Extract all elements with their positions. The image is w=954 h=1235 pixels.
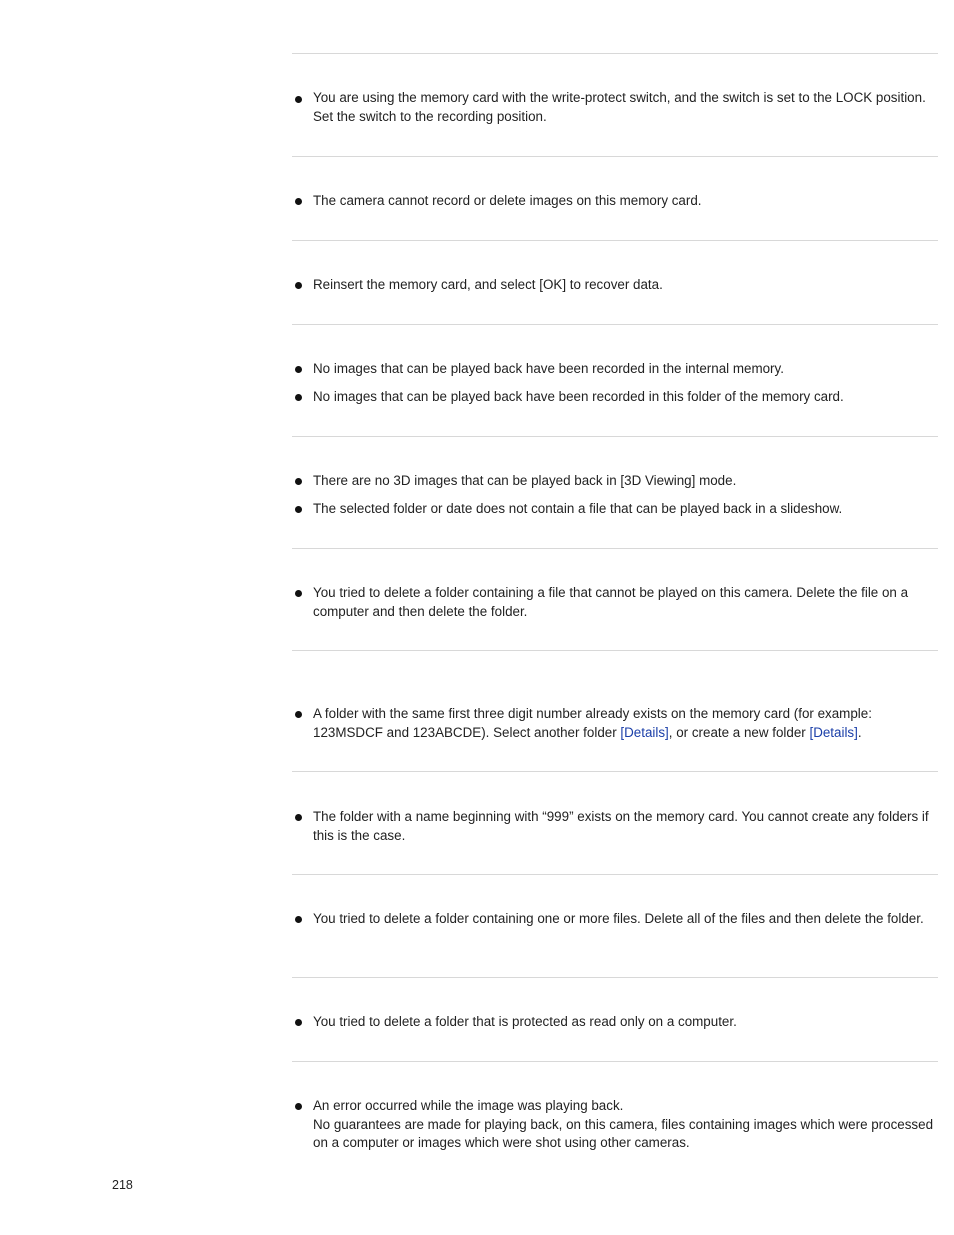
bullet-icon [295, 478, 302, 485]
section-divider [292, 771, 938, 772]
bullet-icon [295, 1019, 302, 1026]
bullet-icon [295, 1103, 302, 1110]
bullet-icon [295, 916, 302, 923]
bullet-icon [295, 814, 302, 821]
bullet-icon [295, 282, 302, 289]
list-item: The selected folder or date does not contain a file that can be played back in a slideshow. [313, 501, 843, 516]
list-item [313, 1097, 938, 1153]
list-item-text: No guarantees are made for playing back, on this camera, files containing images which were processed on a computer or images which were shot using other cameras. [313, 1116, 934, 1150]
bullet-icon [295, 506, 302, 513]
list-item-text: An error occurred while the image was playing back. [313, 1098, 624, 1113]
bullet-icon [295, 366, 302, 373]
list-item: No images that can be played back have been recorded in this folder of the memory card. [313, 389, 844, 404]
details-link[interactable]: [Details] [809, 724, 858, 740]
section-divider [292, 53, 938, 54]
list-item: You tried to delete a folder that is protected as read only on a computer. [313, 1014, 737, 1029]
list-item: There are no 3D images that can be played back in [3D Viewing] mode. [313, 473, 737, 488]
list-item: You tried to delete a folder containing a file that cannot be played on this camera. Delete the file on a computer and then delete the folder. [313, 585, 909, 619]
section-divider [292, 1061, 938, 1062]
list-item-text: , or create a new folder [668, 724, 810, 740]
list-item: You tried to delete a folder containing one or more files. Delete all of the files and then delete the folder. [313, 911, 924, 926]
section-divider [292, 240, 938, 241]
section-divider [292, 324, 938, 325]
bullet-icon [295, 590, 302, 597]
section-divider [292, 548, 938, 549]
section-divider [292, 650, 938, 651]
details-link[interactable]: [Details] [620, 724, 669, 740]
list-item: The camera cannot record or delete images on this memory card. [313, 193, 702, 208]
list-item-text: A folder with the same first three digit number already exists on the memory card (for example: 123MSDCF and 123ABCDE). Select another folder [313, 706, 872, 740]
bullet-icon [295, 394, 302, 401]
section-divider [292, 977, 938, 978]
section-divider [292, 436, 938, 437]
list-item [313, 705, 938, 742]
bullet-icon [295, 711, 302, 718]
list-item: You are using the memory card with the write-protect switch, and the switch is set to the LOCK position. Set the switch to the recording position. [313, 90, 926, 124]
bullet-icon [295, 198, 302, 205]
list-item-text: . [857, 724, 862, 740]
bullet-icon [295, 96, 302, 103]
section-divider [292, 156, 938, 157]
list-item: The folder with a name beginning with “999” exists on the memory card. You cannot create any folders if this is the case. [313, 809, 929, 843]
page-number: 218 [112, 1178, 133, 1192]
section-divider [292, 874, 938, 875]
list-item: No images that can be played back have been recorded in the internal memory. [313, 361, 784, 376]
list-item: Reinsert the memory card, and select [OK] to recover data. [313, 277, 663, 292]
